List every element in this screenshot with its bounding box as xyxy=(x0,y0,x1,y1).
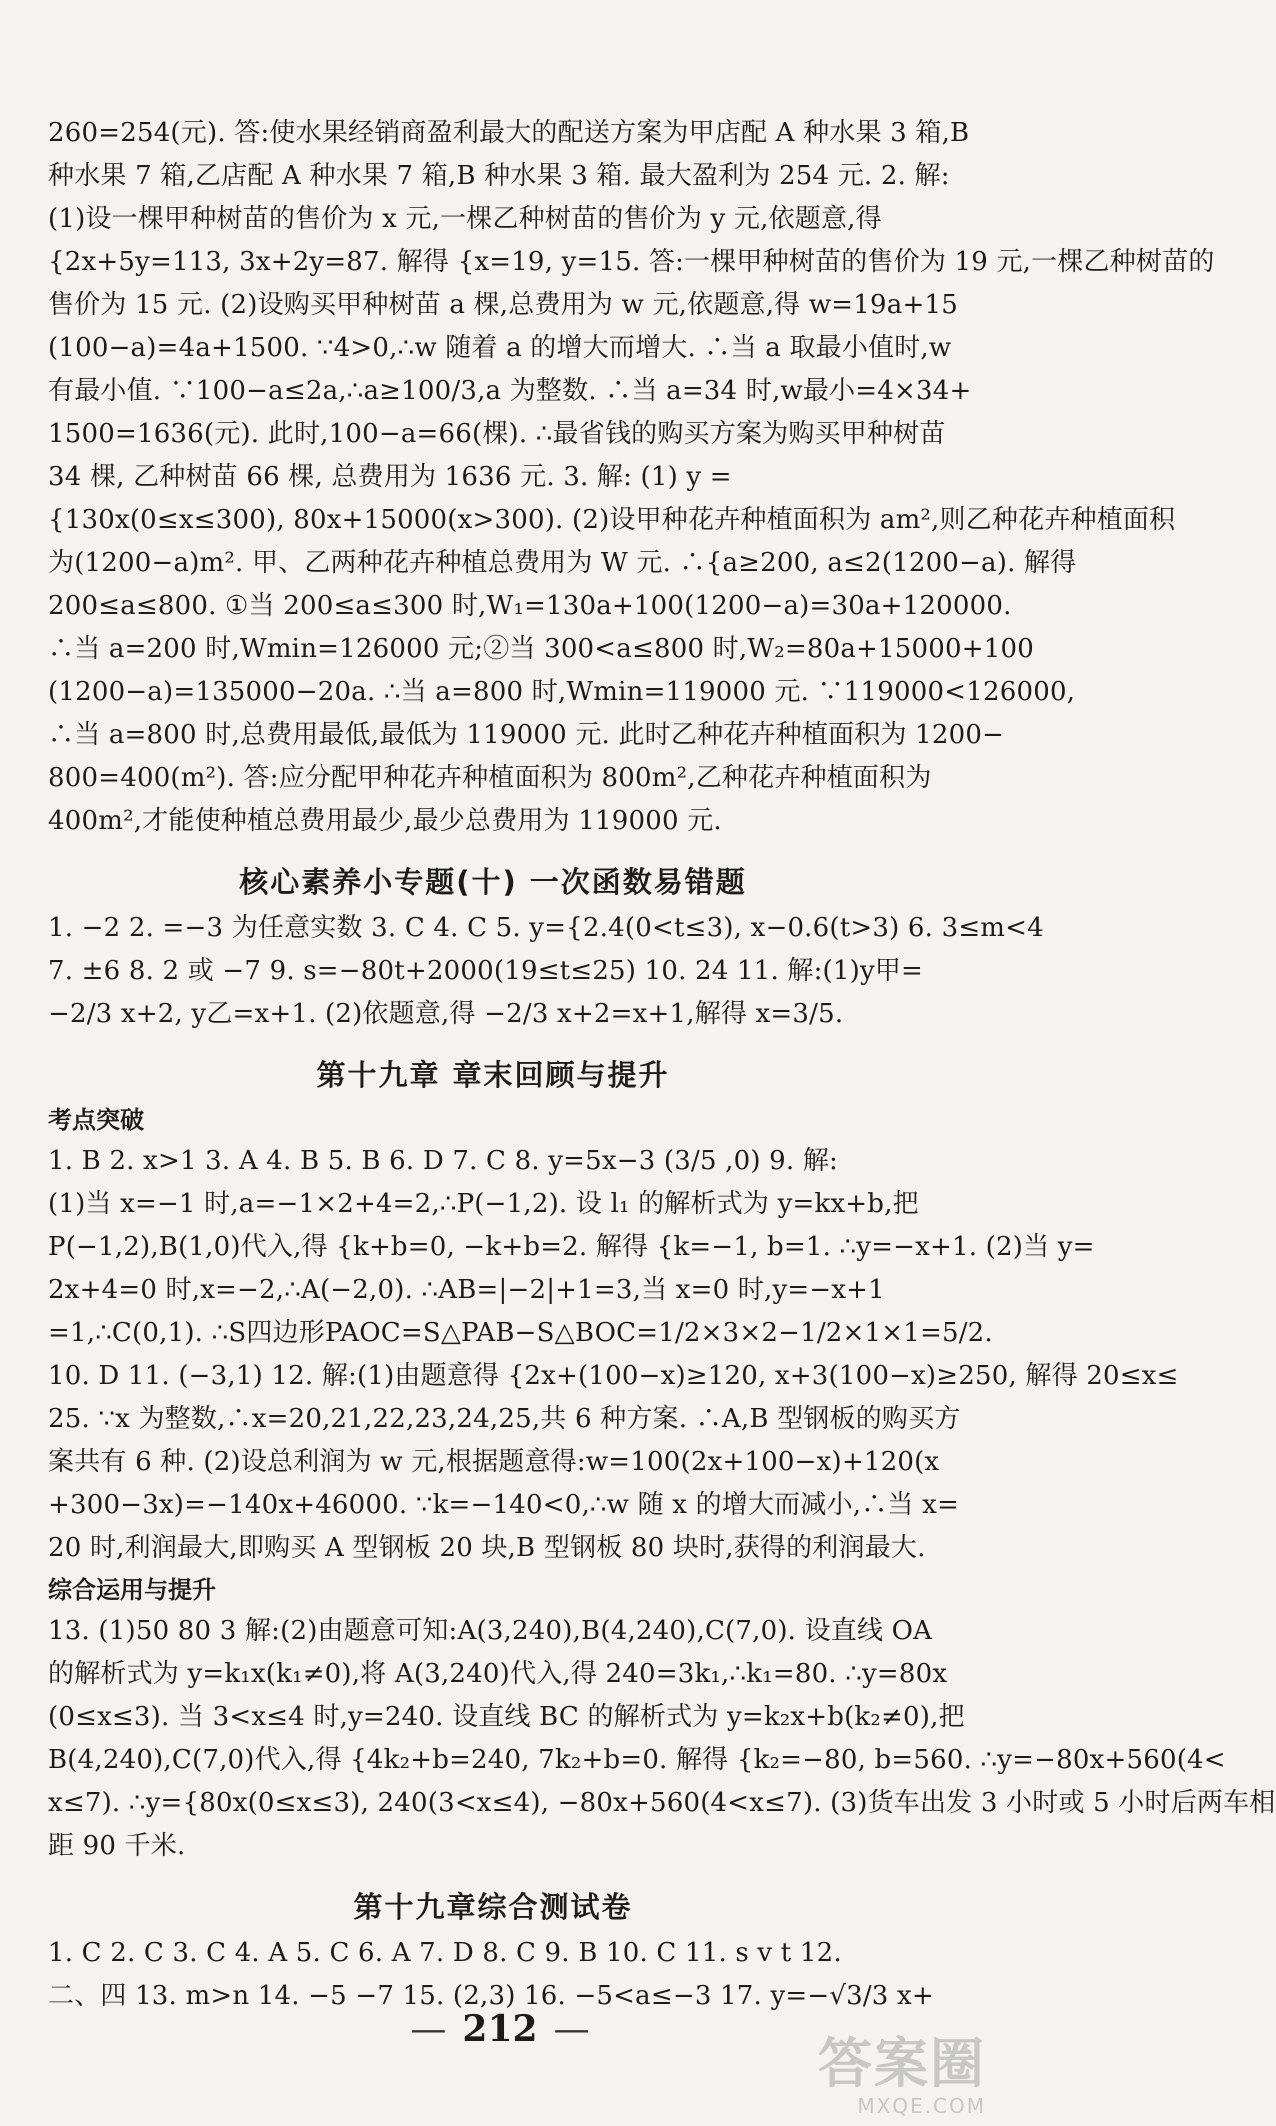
page-number: — 212 — xyxy=(410,2008,590,2050)
text-line: 种水果 7 箱,乙店配 A 种水果 7 箱,B 种水果 3 箱. 最大盈利为 254 元. 2. 解: xyxy=(48,161,950,191)
text-line: 13. (1)50 80 3 解:(2)由题意可知:A(3,240),B(4,240),C(7,0). 设直线 OA xyxy=(48,1616,933,1646)
text-line: x≤7). ∴y={80x(0≤x≤3), 240(3<x≤4), −80x+560(4<x≤7). (3)货车出发 3 小时或 5 小时后两车相 xyxy=(48,1788,1276,1818)
text-line: 34 棵, 乙种树苗 66 棵, 总费用为 1636 元. 3. 解: (1) y = xyxy=(48,462,732,492)
watermark-text: 答案圈 xyxy=(818,2032,986,2095)
text-line: 的解析式为 y=k₁x(k₁≠0),将 A(3,240)代入,得 240=3k₁,∴k₁=80. ∴y=80x xyxy=(48,1659,948,1689)
text-line: 售价为 15 元. (2)设购买甲种树苗 a 棵,总费用为 w 元,依题意,得 w=19a+15 xyxy=(48,290,958,320)
text-line: (1200−a)=135000−20a. ∴当 a=800 时,Wmin=119000 元. ∵119000<126000, xyxy=(48,677,1076,707)
text-line: 2x+4=0 时,x=−2,∴A(−2,0). ∴AB=|−2|+1=3,当 x=0 时,y=−x+1 xyxy=(48,1275,885,1305)
text-line: B(4,240),C(7,0)代入,得 {4k₂+b=240, 7k₂+b=0. 解得 {k₂=−80, b=560. ∴y=−80x+560(4< xyxy=(48,1745,1226,1775)
text-line: 260=254(元). 答:使水果经销商盈利最大的配送方案为甲店配 A 种水果 3 箱,B xyxy=(48,118,970,148)
text-line: (1)当 x=−1 时,a=−1×2+4=2,∴P(−1,2). 设 l₁ 的解析式为 y=kx+b,把 xyxy=(48,1189,919,1219)
answer-page-body xyxy=(48,112,1276,2018)
text-line: 800=400(m²). 答:应分配甲种花卉种植面积为 800m²,乙种花卉种植面积为 xyxy=(48,763,932,793)
text-line: (0≤x≤3). 当 3<x≤4 时,y=240. 设直线 BC 的解析式为 y=k₂x+b(k₂≠0),把 xyxy=(48,1702,965,1732)
text-line: 7. ±6 8. 2 或 −7 9. s=−80t+2000(19≤t≤25) 10. 24 11. 解:(1)y甲= xyxy=(48,956,924,986)
text-line: +300−3x)=−140x+46000. ∵k=−140<0,∴w 随 x 的增大而减小,∴当 x= xyxy=(48,1490,959,1520)
text-line: 1. B 2. x>1 3. A 4. B 5. B 6. D 7. C 8. y=5x−3 (3/5 ,0) 9. 解: xyxy=(48,1146,839,1176)
text-line: 为(1200−a)m². 甲、乙两种花卉种植总费用为 W 元. ∴{a≥200, a≤2(1200−a). 解得 xyxy=(48,548,1077,578)
section-heading: 第十九章 章末回顾与提升 xyxy=(316,1058,670,1092)
watermark-url: MXQE.COM xyxy=(857,2094,986,2118)
text-line: 200≤a≤800. ①当 200≤a≤300 时,W₁=130a+100(1200−a)=30a+120000. xyxy=(48,591,1012,621)
text-line: 10. D 11. (−3,1) 12. 解:(1)由题意得 {2x+(100−x)≥120, x+3(100−x)≥250, 解得 20≤x≤ xyxy=(48,1361,1179,1391)
text-line: 25. ∵x 为整数,∴x=20,21,22,23,24,25,共 6 种方案. ∴A,B 型钢板的购买方 xyxy=(48,1404,961,1434)
text-line: 1500=1636(元). 此时,100−a=66(棵). ∴最省钱的购买方案为购买甲种树苗 xyxy=(48,419,946,449)
text-line: 有最小值. ∵100−a≤2a,∴a≥100/3,a 为整数. ∴当 a=34 时,w最小=4×34+ xyxy=(48,376,972,406)
text-line: 案共有 6 种. (2)设总利润为 w 元,根据题意得:w=100(2x+100−x)+120(x xyxy=(48,1447,940,1477)
watermark-logo xyxy=(818,2034,986,2118)
text-line: 1. C 2. C 3. C 4. A 5. C 6. A 7. D 8. C 9. B 10. C 11. s v t 12. xyxy=(48,1938,842,1968)
subsection-heading: 考点突破 xyxy=(48,1106,144,1134)
text-line: 1. −2 2. =−3 为任意实数 3. C 4. C 5. y={2.4(0<t≤3), x−0.6(t>3) 6. 3≤m<4 xyxy=(48,913,1044,943)
text-line: ∴当 a=800 时,总费用最低,最低为 119000 元. 此时乙种花卉种植面积为 1200− xyxy=(48,720,1005,750)
text-line: 距 90 千米. xyxy=(48,1831,186,1861)
text-line: (1)设一棵甲种树苗的售价为 x 元,一棵乙种树苗的售价为 y 元,依题意,得 xyxy=(48,204,882,234)
section-heading: 第十九章综合测试卷 xyxy=(353,1890,633,1924)
text-line: P(−1,2),B(1,0)代入,得 {k+b=0, −k+b=2. 解得 {k=−1, b=1. ∴y=−x+1. (2)当 y= xyxy=(48,1232,1095,1262)
text-line: {2x+5y=113, 3x+2y=87. 解得 {x=19, y=15. 答:一棵甲种树苗的售价为 19 元,一棵乙种树苗的 xyxy=(48,247,1215,277)
text-line: 20 时,利润最大,即购买 A 型钢板 20 块,B 型钢板 80 块时,获得的利润最大. xyxy=(48,1533,926,1563)
text-line: 二、四 13. m>n 14. −5 −7 15. (2,3) 16. −5<a≤−3 17. y=−√3/3 x+ xyxy=(48,1981,934,2011)
text-line: {130x(0≤x≤300), 80x+15000(x>300). (2)设甲种花卉种植面积为 am²,则乙种花卉种植面积 xyxy=(48,505,1176,535)
text-line: (100−a)=4a+1500. ∵4>0,∴w 随着 a 的增大而增大. ∴当 a 取最小值时,w xyxy=(48,333,952,363)
subsection-heading: 综合运用与提升 xyxy=(48,1576,216,1604)
text-line: 400m²,才能使种植总费用最少,最少总费用为 119000 元. xyxy=(48,806,722,836)
section-heading: 核心素养小专题(十) 一次函数易错题 xyxy=(239,865,747,899)
text-line: −2/3 x+2, y乙=x+1. (2)依题意,得 −2/3 x+2=x+1,解得 x=3/5. xyxy=(48,999,844,1029)
text-line: ∴当 a=200 时,Wmin=126000 元;②当 300<a≤800 时,W₂=80a+15000+100 xyxy=(48,634,1034,664)
text-line: =1,∴C(0,1). ∴S四边形PAOC=S△PAB−S△BOC=1/2×3×2−1/2×1×1=5/2. xyxy=(48,1318,993,1348)
